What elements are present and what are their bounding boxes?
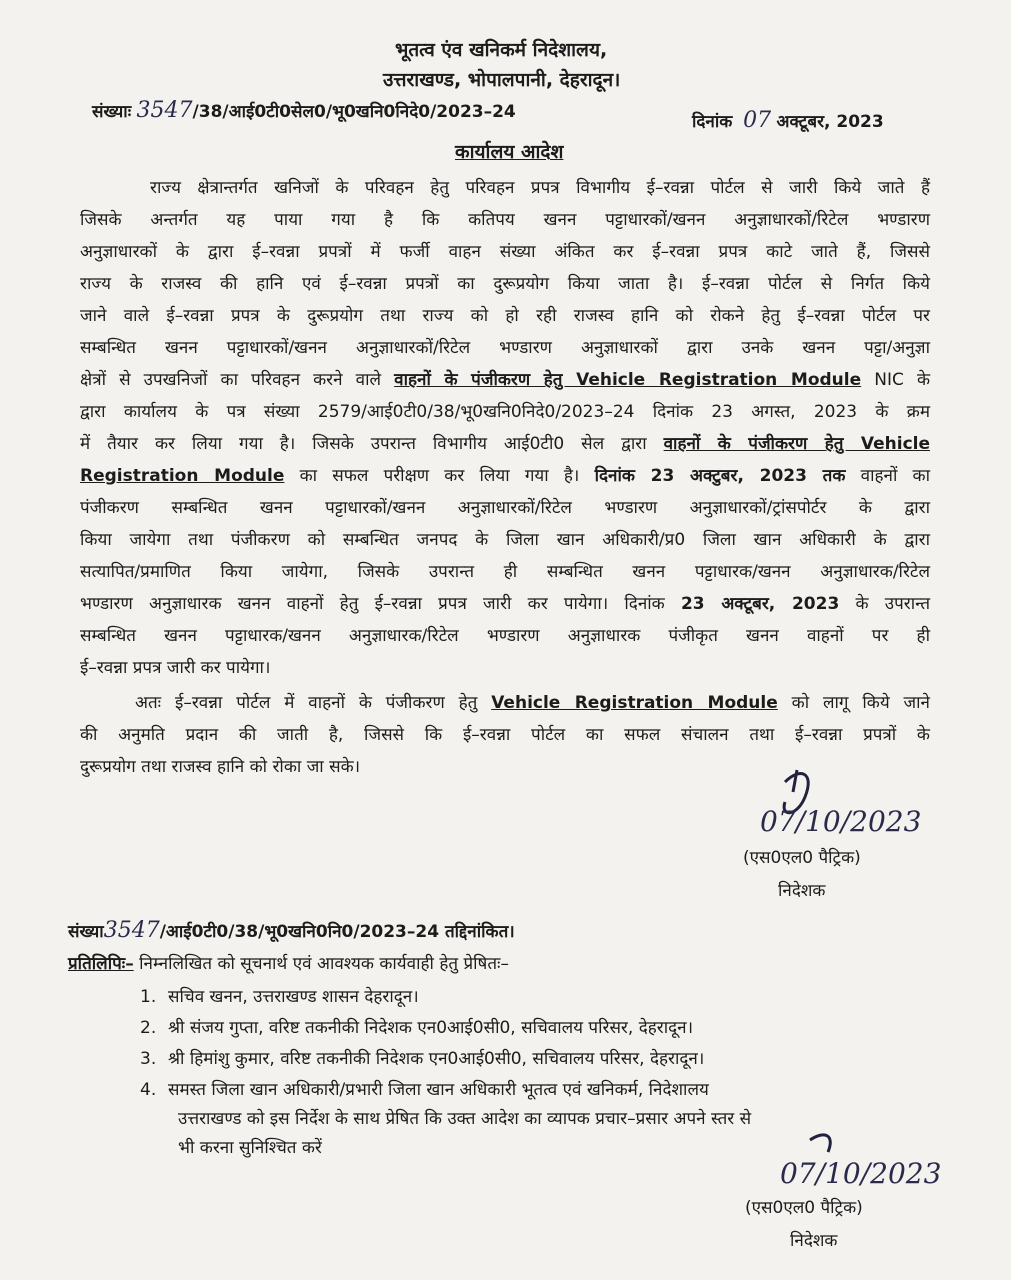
copy-label: प्रतिलिपिः– [68, 954, 134, 974]
body-line-7: क्षेत्रों से उपखनिजों का परिवहन करने वाले वाहनों के पंजीकरण हेतु Vehicle Registration Module NIC के [80, 370, 931, 390]
highlight-deadline: दिनांक 23 अक्टुबर, 2023 तक [594, 466, 846, 486]
body-line: जिसके अन्तर्गत यह पाया गया है कि कतिपय खनन पट्टाधारकों/खनन अनुज्ञाधारकों/रिटेल भण्डारण [80, 210, 930, 230]
body-line: किया जायेगा तथा पंजीकरण को सम्बन्धित जनपद के जिला खान अधिकारी/प्र0 जिला खान अधिकारी के द्वारा [80, 530, 930, 550]
signatory-2-name: (एस0एल0 पैट्रिक) [745, 1198, 863, 1218]
copy-item: 1. सचिव खनन, उत्तराखण्ड शासन देहरादून। [140, 987, 419, 1007]
copy-intro: निम्नलिखित को सूचनार्थ एवं आवश्यक कार्यवाही हेतु प्रेषितः– [139, 954, 509, 974]
body-line-9: में तैयार कर लिया गया है। जिसके उपरान्त विभागीय आई0टी0 सेल द्वारा वाहनों के पंजीकरण हेतु Vehicle [80, 434, 931, 454]
reference2-label: संख्या [68, 922, 104, 942]
reference-code: /38/आई0टी0सेल0/भू0खनि0निदे0/2023–24 [192, 102, 516, 122]
body-line-14: भण्डारण अनुज्ञाधारक खनन वाहनों हेतु ई–रवन्ना प्रपत्र जारी कर पायेगा। दिनांक 23 अक्टूबर, 2023 के उपरान्त [80, 594, 931, 614]
org-name-line2: उत्तराखण्ड, भोपालपानी, देहरादून। [383, 69, 621, 91]
body-line: की अनुमति प्रदान की जाती है, जिससे कि ई–रवन्ना पोर्टल का सफल संचालन तथा ई–रवन्ना प्रपत्रों के [80, 725, 930, 745]
copy-intro-line [68, 951, 509, 974]
reference-number-handwritten: 3547 [136, 98, 193, 123]
body-line: सम्बन्धित खनन पट्टाधारक/खनन अनुज्ञाधारक/रिटेल भण्डारण अनुज्ञाधारक पंजीकृत खनन वाहनों पर ही [80, 626, 930, 646]
body-line: अनुज्ञाधारकों के द्वारा ई–रवन्ना प्रपत्रों में फर्जी वाहन संख्या अंकित कर ई–रवन्ना प्रपत्र काटे जाते हैं, जिससे [80, 242, 930, 262]
body-line-10: Registration Module का सफल परीक्षण कर लिया गया है। दिनांक 23 अक्टुबर, 2023 तक वाहनों का [80, 466, 931, 486]
signatory-1-name: (एस0एल0 पैट्रिक) [743, 848, 861, 868]
signatory-1-designation: निदेशक [778, 881, 826, 901]
body-line: राज्य के राजस्व की हानि एवं ई–रवन्ना प्रपत्रों का दुरूप्रयोग किया जाता है। ई–रवन्ना पोर्टल से निर्गत किये [80, 274, 930, 294]
signature-2-date-handwritten: 07/10/2023 [780, 1157, 942, 1190]
reference2-line [68, 918, 515, 943]
reference2-number-handwritten: 3547 [103, 918, 160, 943]
reference-label: संख्याः [92, 102, 132, 122]
body-line: पंजीकरण सम्बन्धित खनन पट्टाधारकों/खनन अनुज्ञाधारकों/रिटेल भण्डारण अनुज्ञाधारकों/ट्रांसपोर्टर के द्वारा [80, 498, 930, 518]
highlight-date: 23 अक्टूबर, 2023 [680, 594, 840, 614]
date-label: दिनांक [692, 112, 733, 132]
date-month-year: अक्टूबर, 2023 [776, 112, 884, 132]
copy-item: 4. समस्त जिला खान अधिकारी/प्रभारी जिला खान अधिकारी भूतत्व एवं खनिकर्म, निदेशालय [140, 1080, 709, 1100]
body-line: द्वारा कार्यालय के पत्र संख्या 2579/आई0टी0/38/भू0खनि0निदे0/2023–24 दिनांक 23 अगस्त, 2023 के क्रम [80, 402, 930, 422]
copy-item-4-line3: भी करना सुनिश्चित करें [178, 1138, 322, 1158]
highlight-vehicle-module: वाहनों के पंजीकरण हेतु Vehicle Registration Module [394, 370, 862, 390]
body-line: ई–रवन्ना प्रपत्र जारी कर पायेगा। [80, 658, 271, 678]
signatory-2-designation: निदेशक [790, 1231, 838, 1251]
document-title: कार्यालय आदेश [455, 141, 564, 163]
copy-item: 2. श्री संजय गुप्ता, वरिष्ट तकनीकी निदेशक एन0आई0सी0, सचिवालय परिसर, देहरादून। [140, 1018, 694, 1038]
reference-line [92, 98, 516, 123]
reference2-code: /आई0टी0/38/भू0खनि0नि0/2023–24 तद्दिनांकित। [159, 922, 515, 942]
body-line: दुरूप्रयोग तथा राजस्व हानि को रोका जा सके। [80, 757, 361, 777]
date-day-handwritten: 07 [743, 108, 772, 133]
highlight-registration-module: Registration Module [80, 466, 285, 486]
highlight-vehicle-module: वाहनों के पंजीकरण हेतु Vehicle [663, 434, 931, 454]
copy-item: 3. श्री हिमांशु कुमार, वरिष्ट तकनीकी निदेशक एन0आई0सी0, सचिवालय परिसर, देहरादून। [140, 1049, 705, 1069]
body-line-17: अतः ई–रवन्ना पोर्टल में वाहनों के पंजीकरण हेतु Vehicle Registration Module को लागू किये जाने [135, 693, 930, 713]
body-line: सम्बन्धित खनन पट्टाधारकों/खनन अनुज्ञाधारकों/रिटेल भण्डारण अनुज्ञाधारकों द्वारा उनके खनन पट्टा/अनुज्ञा [80, 338, 930, 358]
copy-item-4-line2: उत्तराखण्ड को इस निर्देश के साथ प्रेषित कि उक्त आदेश का व्यापक प्रचार–प्रसार अपने स्तर से [178, 1109, 752, 1129]
body-line: राज्य क्षेत्रान्तर्गत खनिजों के परिवहन हेतु परिवहन प्रपत्र विभागीय ई–रवन्ना पोर्टल से जारी किये जाते हैं [150, 178, 930, 198]
body-line: जाने वाले ई–रवन्ना प्रपत्र के दुरूप्रयोग तथा राज्य को हो रही राजस्व हानि को रोकने हेतु ई–रवन्ना पोर्टल पर [80, 306, 930, 326]
org-name-line1: भूतत्व एंव खनिकर्म निदेशालय, [395, 39, 608, 61]
body-line: सत्यापित/प्रमाणित किया जायेगा, जिसके उपरान्त ही सम्बन्धित खनन पट्टाधारक/खनन अनुज्ञाधारक/रिटेल [80, 562, 930, 582]
signature-1-date-handwritten: 07/10/2023 [760, 805, 922, 838]
highlight-vehicle-module: Vehicle Registration Module [491, 693, 778, 713]
reference-date [692, 108, 884, 133]
